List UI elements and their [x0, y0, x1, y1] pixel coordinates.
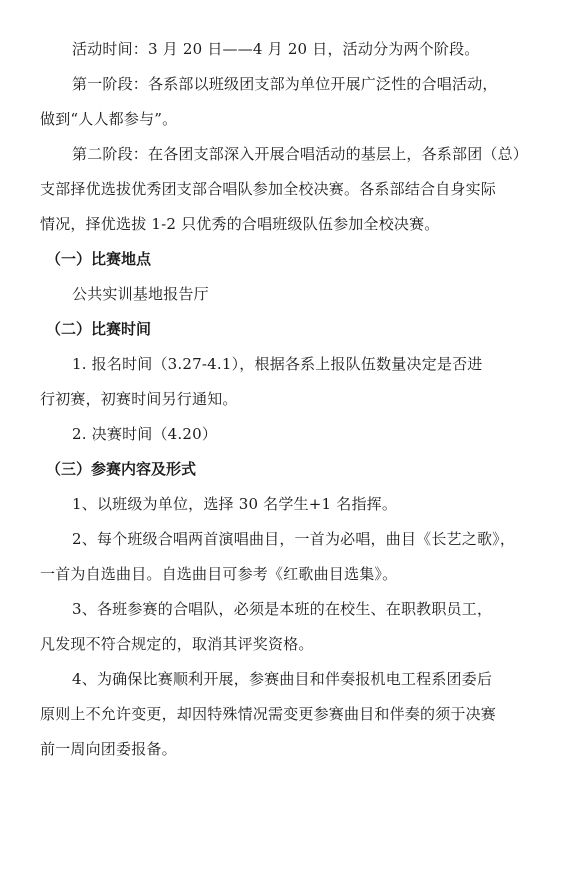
rule-1-line: 1、以班级为单位，选择 30 名学生+1 名指挥。: [72, 495, 398, 513]
registration-time-line-2: 行初赛，初赛时间另行通知。: [40, 390, 238, 408]
section-heading-venue: （一）比赛地点: [46, 250, 152, 268]
stage-one-line-1: 第一阶段：各系部以班级团支部为单位开展广泛性的合唱活动，: [72, 75, 498, 93]
rule-3-line-1: 3、各班参赛的合唱队，必须是本班的在校生、在职教职员工，: [72, 600, 493, 618]
stage-one-line-2: 做到“人人都参与”。: [40, 110, 178, 128]
section-heading-content: （三）参赛内容及形式: [46, 460, 197, 478]
activity-time-line: 活动时间：3 月 20 日——4 月 20 日，活动分为两个阶段。: [72, 40, 480, 58]
rule-3-line-2: 凡发现不符合规定的，取消其评奖资格。: [40, 635, 314, 653]
rule-4-line-1: 4、为确保比赛顺利开展，参赛曲目和伴奏报机电工程系团委后: [72, 670, 493, 688]
final-time-line: 2. 决赛时间（4.20）: [72, 425, 218, 443]
stage-two-line-3: 情况，择优选拔 1-2 只优秀的合唱班级队伍参加全校决赛。: [40, 215, 440, 233]
rule-4-line-3: 前一周向团委报备。: [40, 740, 177, 758]
stage-two-line-1: 第二阶段：在各团支部深入开展合唱活动的基层上，各系部团（总）: [72, 145, 529, 163]
rule-4-line-2: 原则上不允许变更，却因特殊情况需变更参赛曲目和伴奏的须于决赛: [40, 705, 497, 723]
rule-2-line-1: 2、每个班级合唱两首演唱曲目，一首为必唱，曲目《长艺之歌》，: [72, 530, 516, 548]
registration-time-line-1: 1. 报名时间（3.27-4.1），根据各系上报队伍数量决定是否进: [72, 355, 483, 373]
venue-text: 公共实训基地报告厅: [72, 285, 209, 303]
stage-two-line-2: 支部择优选拔优秀团支部合唱队参加全校决赛。各系部结合自身实际: [40, 180, 497, 198]
rule-2-line-2: 一首为自选曲目。自选曲目可参考《红歌曲目选集》。: [40, 565, 398, 583]
document-page: [40, 32, 530, 767]
section-heading-time: （二）比赛时间: [46, 320, 152, 338]
